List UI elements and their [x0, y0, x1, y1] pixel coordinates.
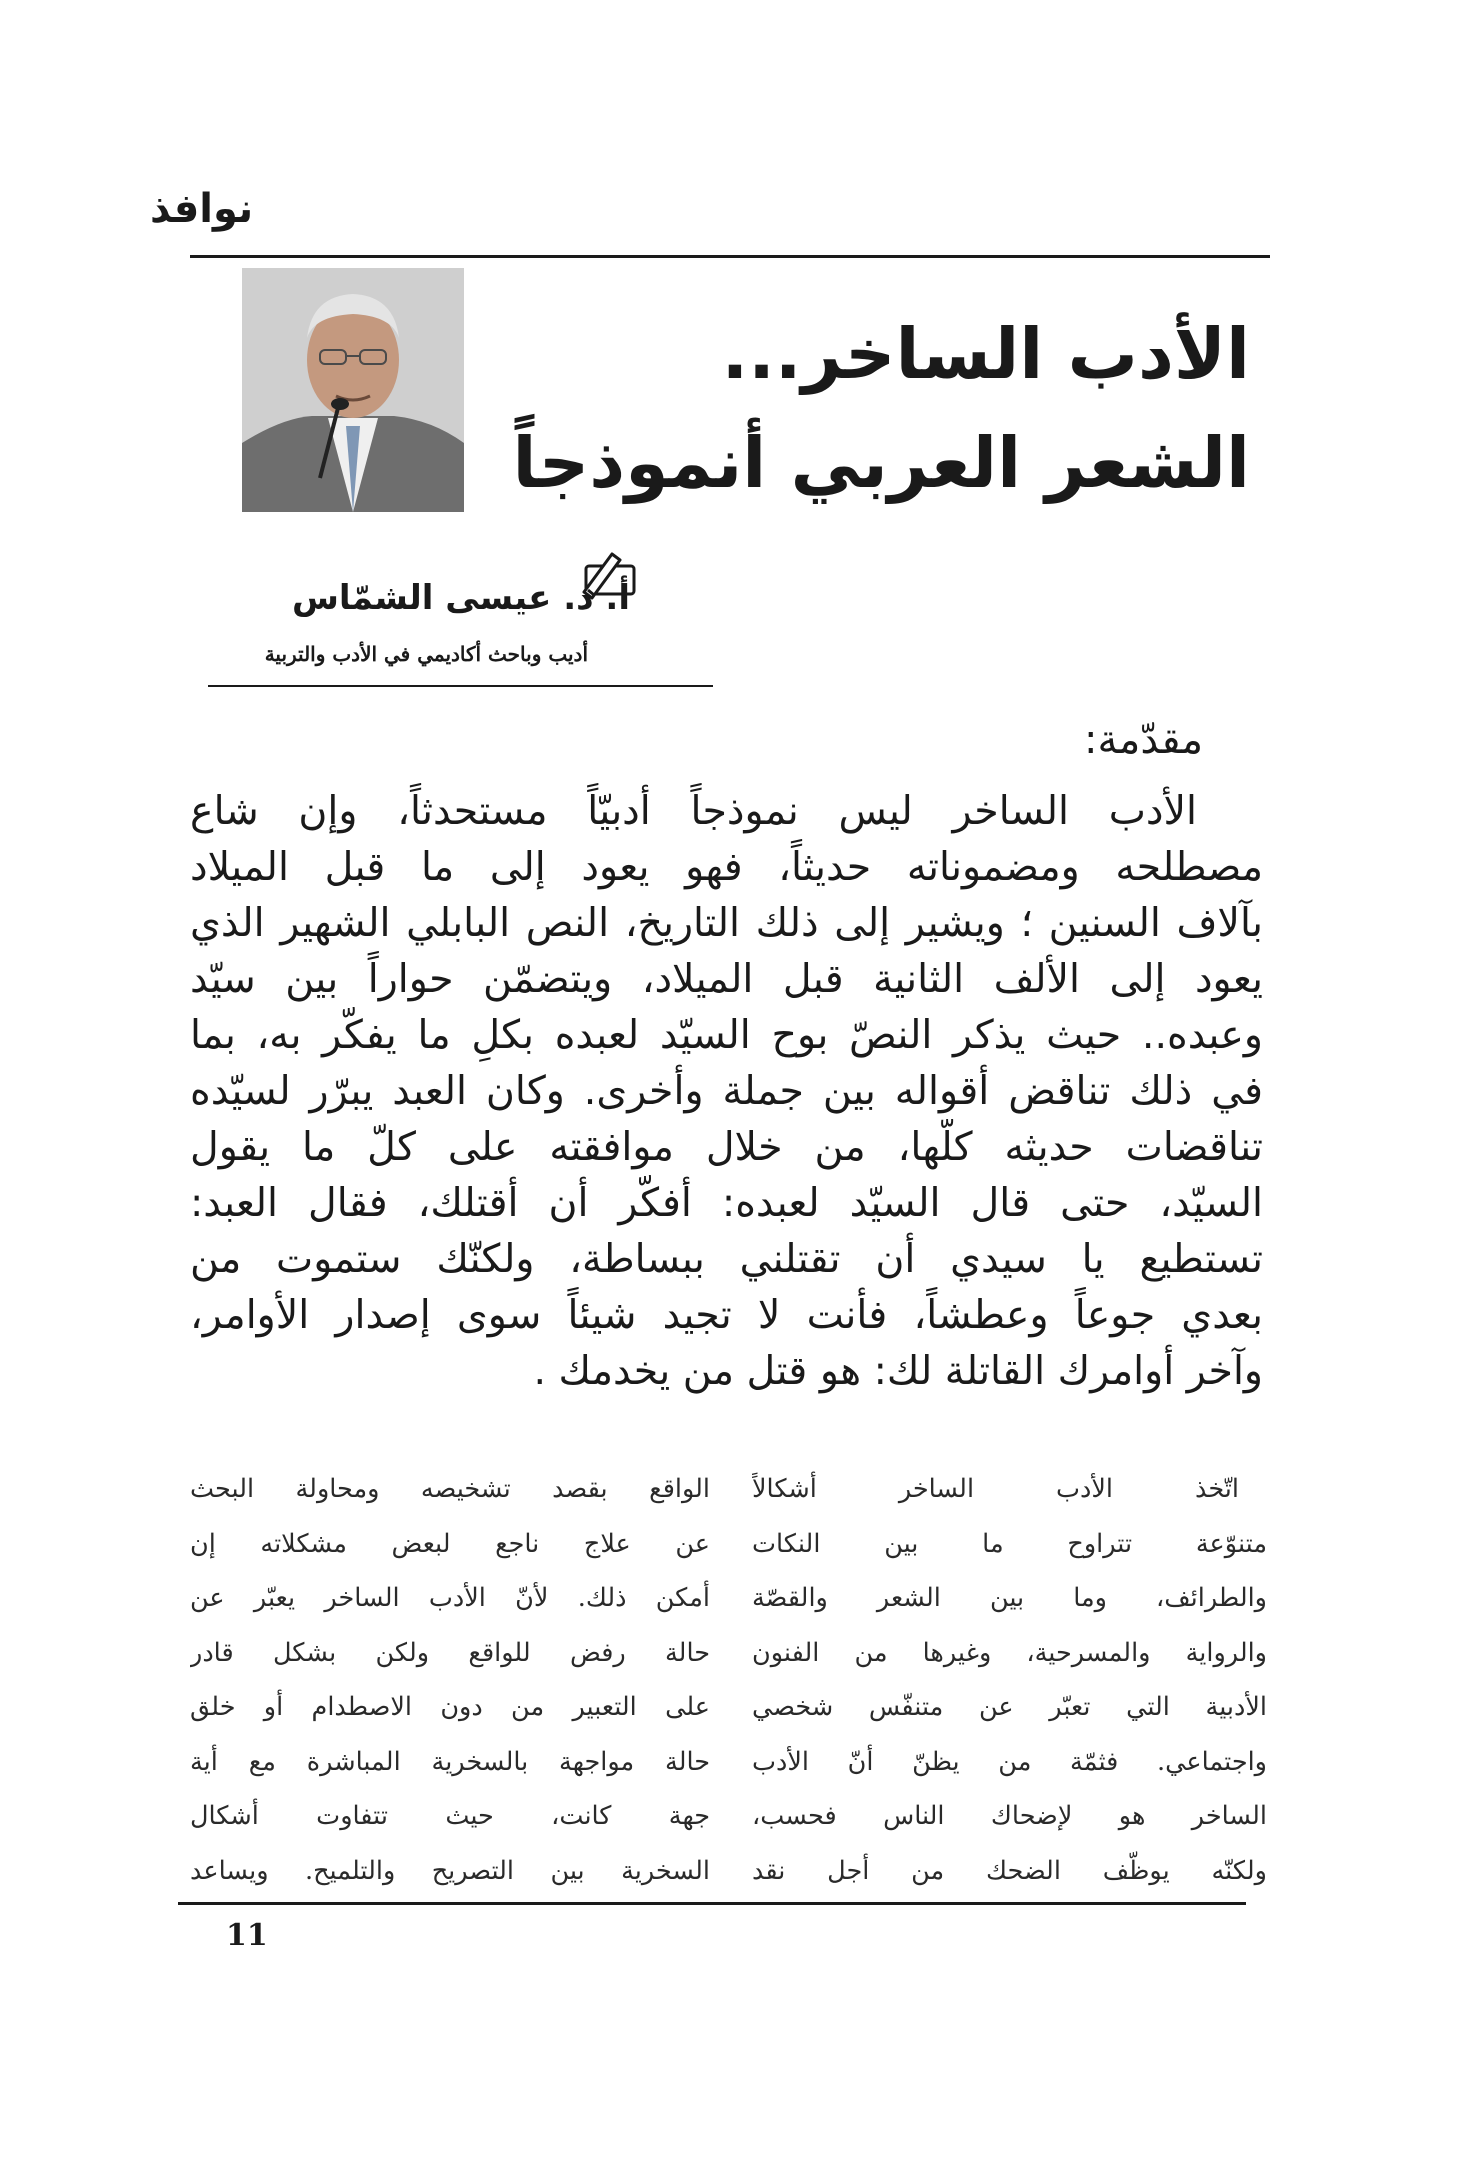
column-line: السخرية بين التصريح والتلميح. ويساعد — [190, 1855, 710, 1886]
text-line: بعدي جوعاً وعطشاً، فأنت لا تجيد شيئاً سوى إصدار الأوامر، — [190, 1292, 1263, 1338]
author-divider — [208, 685, 713, 687]
title-line-2: الشعر العربي أنموذجاً — [512, 421, 1250, 504]
column-line: أمكن ذلك. لأنّ الأدب الساخر يعبّر عن — [190, 1583, 710, 1613]
article-title — [450, 300, 1250, 517]
column-left — [190, 1462, 710, 1898]
header-divider — [190, 255, 1270, 258]
column-line: متنوّعة تتراوح ما بين النكات — [752, 1528, 1267, 1559]
intro-paragraph — [190, 783, 1263, 1399]
text-line: مصطلحه ومضموناته حديثاً، فهو يعود إلى ما قبل الميلاد — [190, 844, 1263, 890]
column-line: الأدبية التي تعبّر عن متنفّس شخصي — [752, 1692, 1267, 1722]
author-name: أ. د. عيسى الشمّاس — [291, 578, 630, 618]
text-line: الأدب الساخر ليس نموذجاً أدبيّاً مستحدثاً، وإن شاع — [190, 788, 1197, 834]
text-line: بآلاف السنين ؛ ويشير إلى ذلك التاريخ، النص البابلي الشهير الذي — [190, 900, 1263, 946]
column-right — [752, 1462, 1267, 1898]
column-line: الواقع بقصد تشخيصه ومحاولة البحث — [190, 1474, 710, 1504]
text-line: وآخر أوامرك القاتلة لك: هو قتل من يخدمك . — [533, 1348, 1263, 1394]
section-label: نوافذ — [150, 186, 254, 232]
text-line: في ذلك تناقض أقواله بين جملة وأخرى. وكان العبد يبرّر لسيّده — [190, 1068, 1263, 1114]
text-line: وعبده.. حيث يذكر النصّ بوح السيّد لعبده بكلِ ما يفكّر به، بما — [190, 1012, 1263, 1058]
column-line: جهة كانت، حيث تتفاوت أشكال — [190, 1801, 710, 1831]
intro-heading: مقدّمة: — [1083, 717, 1203, 763]
column-line: واجتماعي. فثمّة من يظنّ أنّ الأدب — [752, 1746, 1267, 1777]
footer-divider — [178, 1902, 1246, 1905]
column-line: على التعبير من دون الاصطدام أو خلق — [190, 1692, 710, 1722]
column-line: والرواية والمسرحية، وغيرها من الفنون — [752, 1637, 1267, 1668]
text-line: تناقضات حديثه كلّها، من خلال موافقته على كلّ ما يقول — [190, 1124, 1263, 1170]
column-line: حالة مواجهة بالسخرية المباشرة مع أية — [190, 1746, 710, 1777]
column-line: الساخر هو لإضحاك الناس فحسب، — [752, 1801, 1267, 1831]
title-line-1: الأدب الساخر... — [721, 313, 1250, 395]
page-number: 11 — [226, 1918, 268, 1953]
column-line: حالة رفض للواقع ولكن بشكل قادر — [190, 1637, 710, 1668]
text-line: يعود إلى الألف الثانية قبل الميلاد، ويتضمّن حواراً بين سيّد — [190, 956, 1263, 1002]
column-line: والطرائف، وما بين الشعر والقصّة — [752, 1583, 1267, 1613]
author-photo — [242, 268, 464, 512]
text-line: السيّد، حتى قال السيّد لعبده: أفكّر أن أقتلك، فقال العبد: — [190, 1180, 1263, 1226]
column-line: اتّخذ الأدب الساخر أشكالاً — [752, 1474, 1239, 1504]
text-line: تستطيع يا سيدي أن تقتلني ببساطة، ولكنّك ستموت من — [190, 1236, 1263, 1282]
author-role: أديب وباحث أكاديمي في الأدب والتربية — [264, 642, 588, 666]
author-portrait-image — [242, 268, 464, 512]
column-line: عن علاج ناجع لبعض مشكلاته إن — [190, 1528, 710, 1559]
column-line: ولكنّه يوظّف الضحك من أجل نقد — [752, 1855, 1267, 1886]
